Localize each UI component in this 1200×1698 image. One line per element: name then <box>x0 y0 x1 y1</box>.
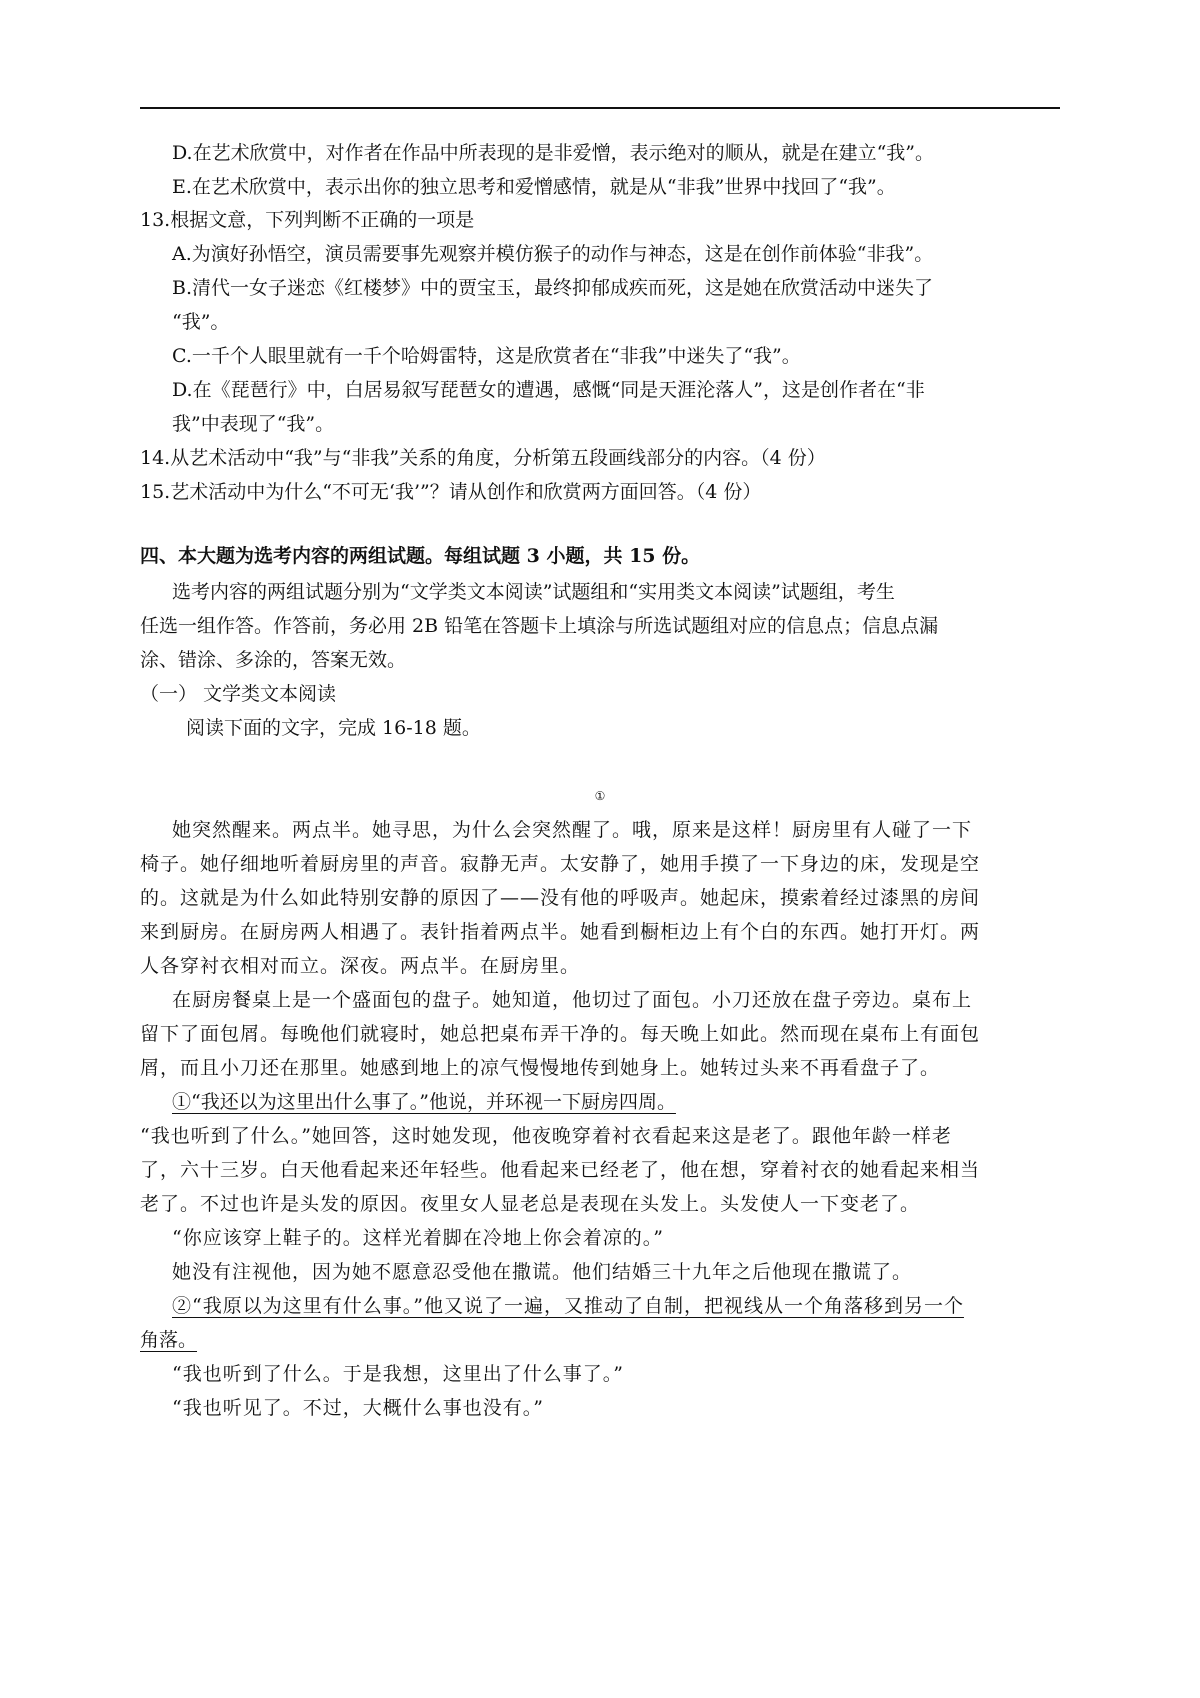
q14: 14.从艺术活动中“我”与“非我”关系的角度，分析第五段画线部分的内容。（4 份） <box>140 447 826 469</box>
story-p4-line2: 了，六十三岁。白天他看起来还年轻些。他看起来已经老了，他在想，穿着衬衣的她看起来相当 <box>140 1159 981 1181</box>
q13-option-d-cont: 我”中表现了“我”。 <box>172 413 335 435</box>
reading-instruction: 阅读下面的文字，完成 16-18 题。 <box>186 717 481 739</box>
q13-option-b: B.清代一女子迷恋《红楼梦》中的贾宝玉，最终抑郁成疾而死，这是她在欣赏活动中迷失了 <box>172 277 934 299</box>
q12-option-d: D.在艺术欣赏中，对作者在作品中所表现的是非爱憎，表示绝对的顺从，就是在建立“我”。 <box>172 142 935 164</box>
story-p1-line3: 的。这就是为什么如此特别安静的原因了——没有他的呼吸声。她起床，摸索着经过漆黑的房间 <box>140 887 981 909</box>
story-p7-line2: 角落。 <box>140 1329 198 1351</box>
q13-option-b-cont: “我”。 <box>172 311 230 333</box>
section4-intro-2: 任选一组作答。作答前，务必用 2B 铅笔在答题卡上填涂与所选试题组对应的信息点；信息点漏 <box>140 615 939 637</box>
section4-intro-3: 涂、错涂、多涂的，答案无效。 <box>140 649 407 671</box>
story-p2-line1: 在厨房餐桌上是一个盛面包的盘子。她知道，他切过了面包。小刀还放在盘子旁边。桌布上 <box>172 989 973 1011</box>
author-footnote-mark: ① <box>594 789 606 803</box>
story-p2-line3: 屑，而且小刀还在那里。她感到地上的凉气慢慢地传到她身上。她转过头来不再看盘子了。 <box>140 1057 941 1079</box>
story-p1-line4: 来到厨房。在厨房两人相遇了。表针指着两点半。她看到橱柜边上有个白的东西。她打开灯。两 <box>140 921 981 943</box>
story-p3-text: “我还以为这里出什么事了。”他说，并环视一下厨房四周。 <box>191 1091 676 1113</box>
story-p7-underlined <box>172 1293 964 1319</box>
marker-1: ① <box>172 1091 192 1113</box>
story-p4-line1: “我也听到了什么。”她回答，这时她发现，他夜晚穿着衬衣看起来这是老了。跟他年龄一样老 <box>140 1125 952 1147</box>
section4-intro-1: 选考内容的两组试题分别为“文学类文本阅读”试题组和“实用类文本阅读”试题组，考生 <box>172 581 895 603</box>
q15: 15.艺术活动中为什么“不可无‘我’”？请从创作和欣赏两方面回答。（4 份） <box>140 481 762 503</box>
section4-heading: 四、本大题为选考内容的两组试题。每组试题 3 小题，共 15 份。 <box>140 545 701 567</box>
story-p3-underlined <box>172 1089 676 1115</box>
q13-option-a: A.为演好孙悟空，演员需要事先观察并模仿猴子的动作与神态，这是在创作前体验“非我”。 <box>172 243 934 265</box>
q13-option-c: C.一千个人眼里就有一千个哈姆雷特，这是欣赏者在“非我”中迷失了“我”。 <box>172 345 801 367</box>
story-title <box>0 749 1200 775</box>
story-p9: “我也听见了。不过，大概什么事也没有。” <box>172 1397 544 1419</box>
story-p8: “我也听到了什么。于是我想，这里出了什么事了。” <box>172 1363 624 1385</box>
story-p1-line5: 人各穿衬衣相对而立。深夜。两点半。在厨房里。 <box>140 955 581 977</box>
story-p7-text: “我原以为这里有什么事。”他又说了一遍，又推动了自制，把视线从一个角落移到另一个 <box>192 1295 964 1317</box>
story-p1-line1: 她突然醒来。两点半。她寻思，为什么会突然醒了。哦，原来是这样！厨房里有人碰了一下 <box>172 819 973 841</box>
story-p5: “你应该穿上鞋子的。这样光着脚在冷地上你会着凉的。” <box>172 1227 664 1249</box>
story-p4-line3: 老了。不过也许是头发的原因。夜里女人显老总是表现在头发上。头发使人一下变老了。 <box>140 1193 921 1215</box>
story-p1-line2: 椅子。她仔细地听着厨房里的声音。寂静无声。太安静了，她用手摸了一下身边的床，发现是空 <box>140 853 981 875</box>
marker-2: ② <box>172 1295 193 1317</box>
story-p6: 她没有注视他，因为她不愿意忍受他在撒谎。他们结婚三十九年之后他现在撒谎了。 <box>172 1261 913 1283</box>
q13-option-d: D.在《琵琶行》中，白居易叙写琵琶女的遭遇，感慨“同是天涯沦落人”，这是创作者在“非 <box>172 379 925 401</box>
story-author <box>0 783 1200 814</box>
header-rule <box>140 107 1060 109</box>
q13-stem: 13.根据文意，下列判断不正确的一项是 <box>140 209 475 231</box>
subsection-title: （一） 文学类文本阅读 <box>140 683 337 705</box>
story-p2-line2: 留下了面包屑。每晚他们就寝时，她总把桌布弄干净的。每天晚上如此。然而现在桌布上有面包 <box>140 1023 981 1045</box>
q12-option-e: E.在艺术欣赏中，表示出你的独立思考和爱憎感情，就是从“非我”世界中找回了“我”。 <box>172 176 896 198</box>
